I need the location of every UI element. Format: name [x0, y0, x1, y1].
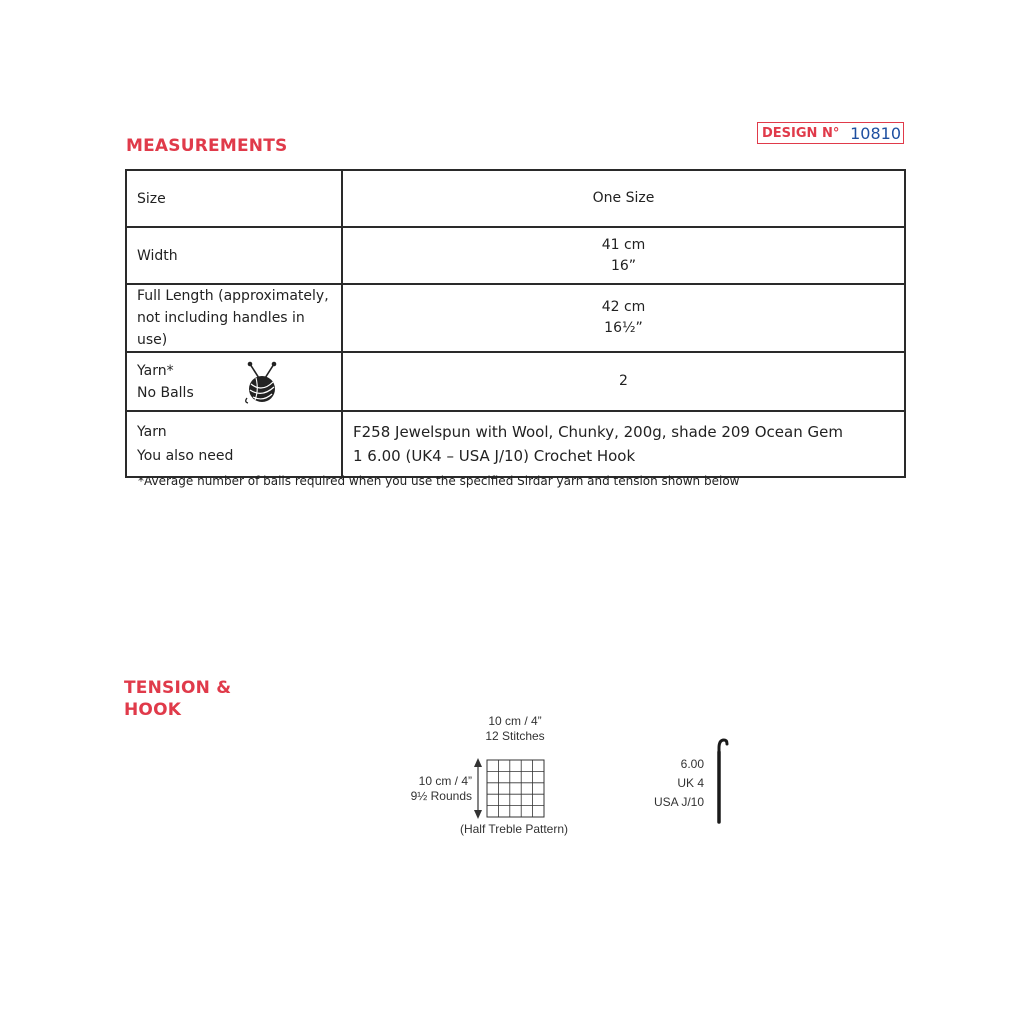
stitches-label: 12 Stitches	[485, 729, 545, 743]
hook-metric: 6.00	[680, 757, 704, 771]
balls-value: 2	[342, 352, 905, 411]
balls-label-line-1: Yarn*	[137, 362, 174, 379]
design-label: DESIGN N°	[762, 125, 840, 141]
width-measure-label: 10 cm / 4”	[488, 714, 542, 728]
rounds-label: 9½ Rounds	[410, 789, 472, 803]
height-measure-label: 10 cm / 4”	[418, 774, 472, 788]
yarn-value-line-2: 1 6.00 (UK4 – USA J/10) Crochet Hook	[353, 447, 636, 465]
yarn-label-line-1: Yarn	[137, 424, 167, 440]
height-arrow	[474, 758, 482, 819]
length-value-inches: 16½”	[604, 320, 643, 336]
yarn-label-line-2: You also need	[137, 448, 234, 464]
hook-usa: USA J/10	[653, 795, 704, 809]
design-number: 10810	[850, 123, 901, 143]
size-label: Size	[126, 170, 342, 227]
measurements-heading: MEASUREMENTS	[126, 136, 288, 156]
length-label-line-2: not including handles in use)	[137, 310, 305, 348]
pattern-label: (Half Treble Pattern)	[459, 822, 569, 836]
length-value-cm: 42 cm	[601, 299, 646, 315]
tension-grid	[487, 760, 544, 817]
hook-uk: UK 4	[677, 776, 704, 790]
tension-heading: TENSION & HOOK	[124, 678, 232, 720]
footnote: *Average number of balls required when you use the specified Sirdar yarn and tension shown below	[138, 474, 740, 488]
width-value-cm: 41 cm	[601, 236, 646, 253]
width-label: Width	[126, 227, 342, 284]
balls-label-line-2: No Balls	[137, 384, 194, 401]
width-value-inches: 16”	[610, 257, 637, 274]
length-label-line-1: Full Length (approximately,	[137, 288, 329, 304]
crochet-hook-icon	[719, 740, 727, 822]
yarn-value-line-1: F258 Jewelspun with Wool, Chunky, 200g, shade 209 Ocean Gem	[353, 423, 843, 441]
size-value: One Size	[342, 170, 905, 227]
